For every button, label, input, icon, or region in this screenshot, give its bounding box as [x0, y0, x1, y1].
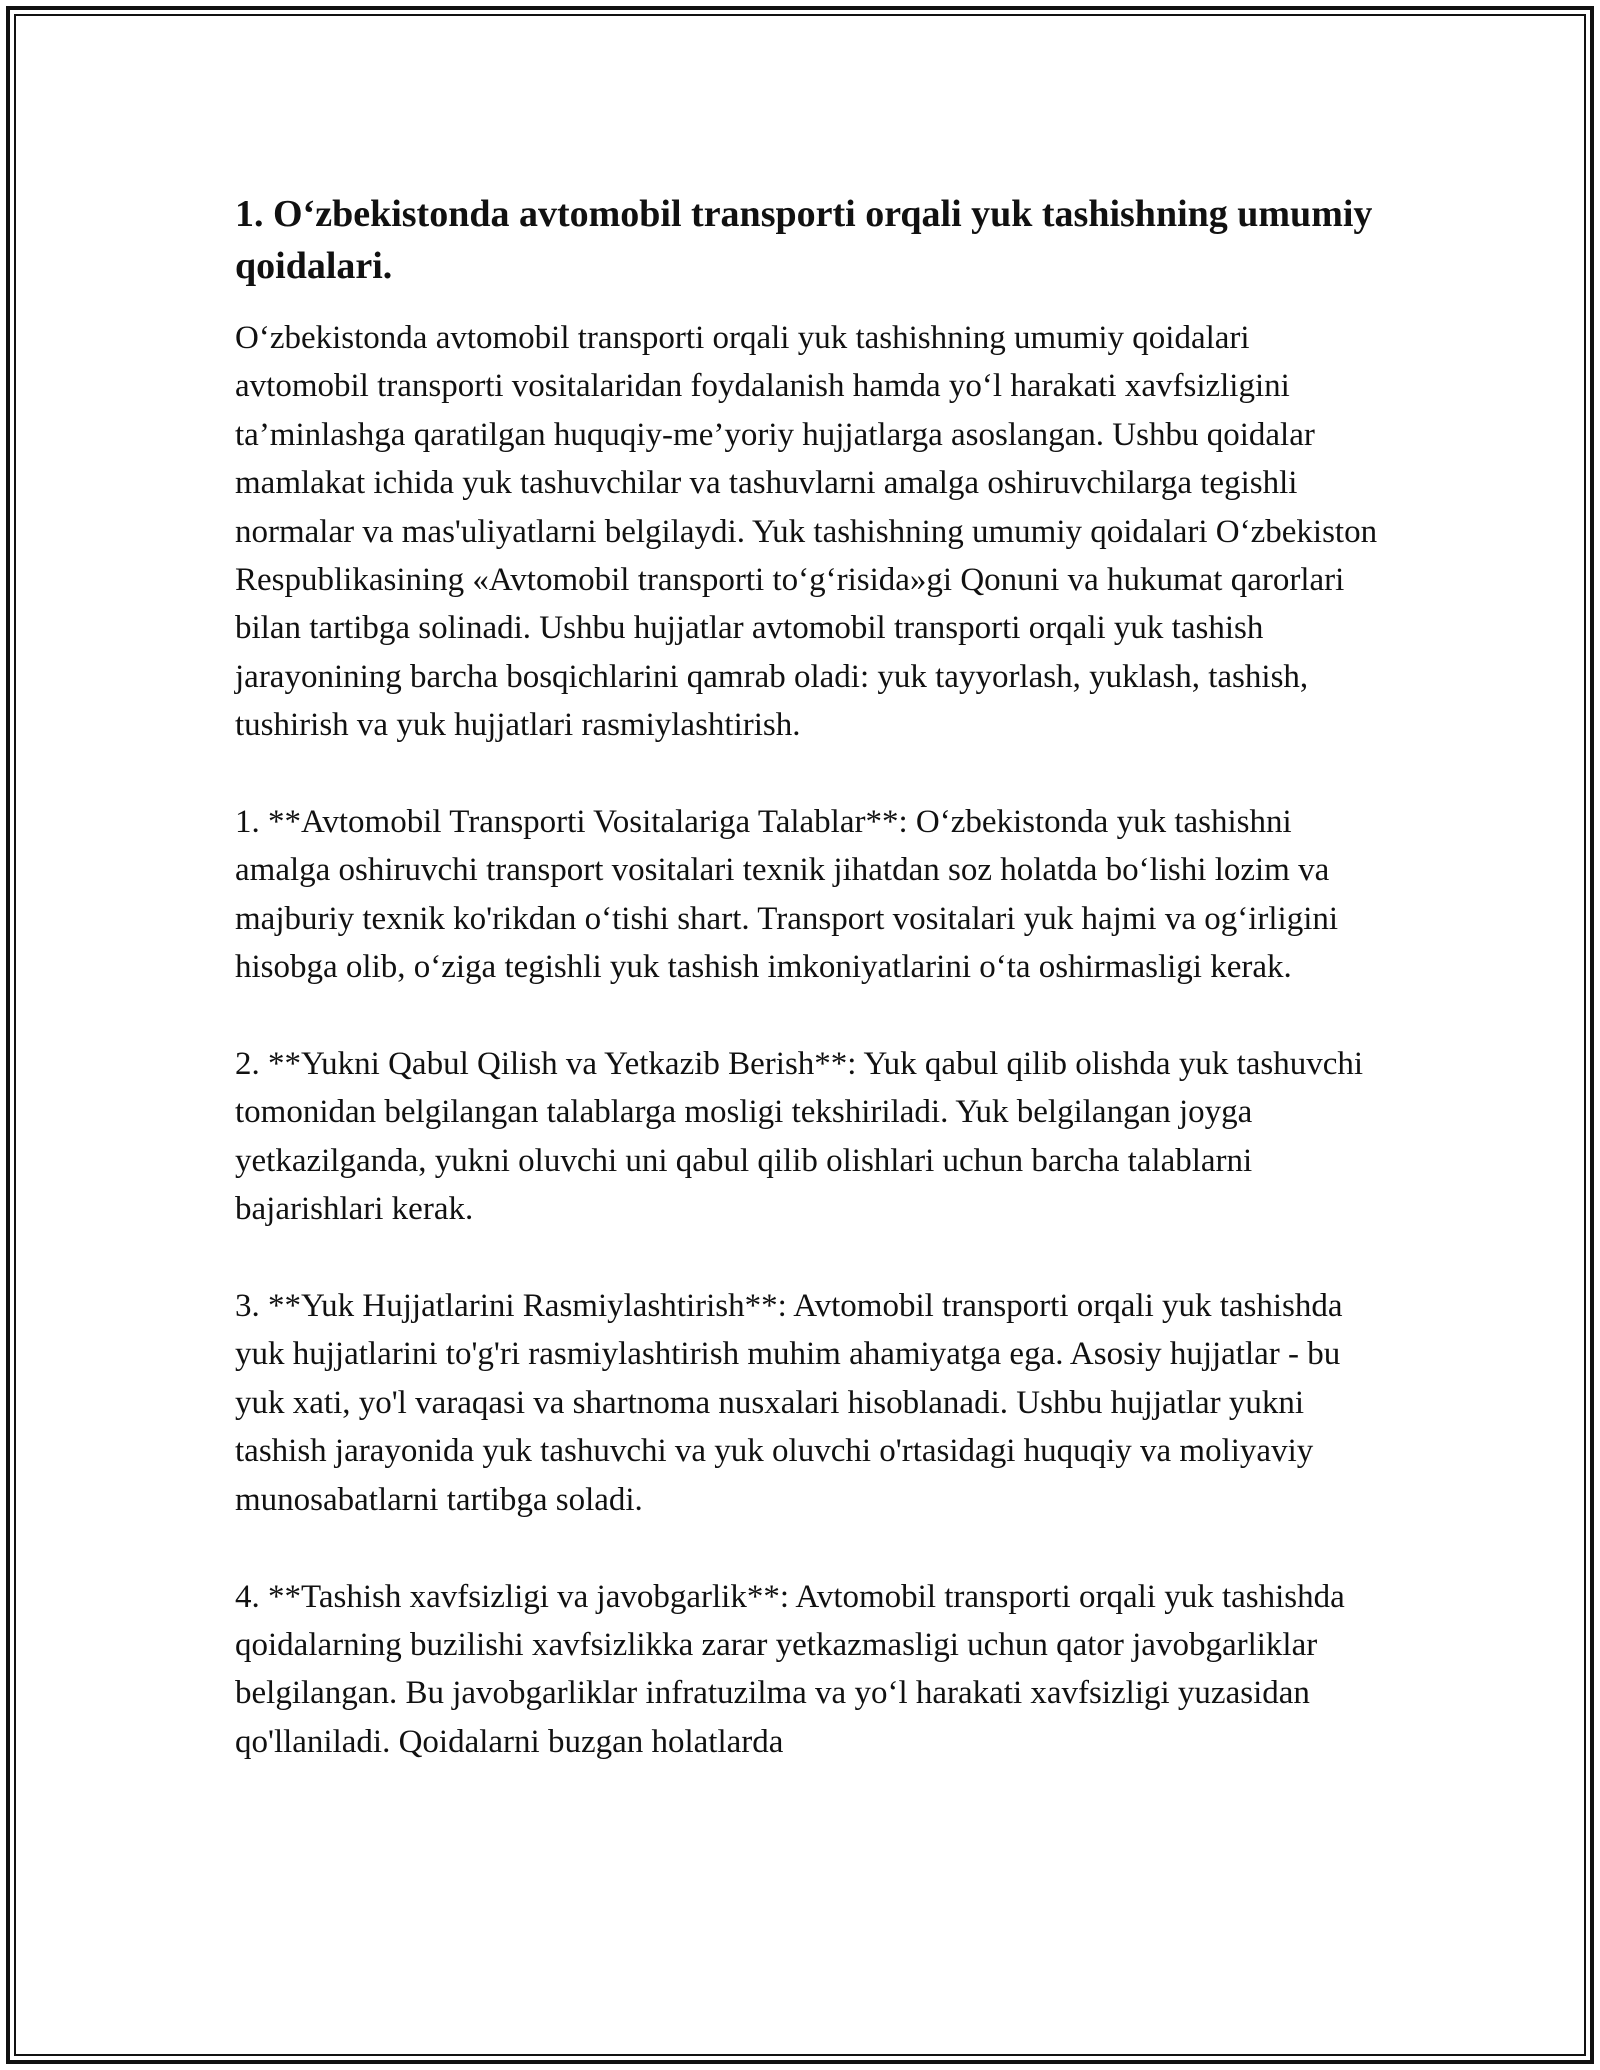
list-item-cargo-acceptance: 2. **Yukni Qabul Qilish va Yetkazib Berish**: Yuk qabul qilib olishda yuk tashuvchi tomonidan belgilangan talablarga mosligi tekshiriladi. Yuk belgilangan joyga yetkazilganda, yukni oluvchi uni qabul qilib olishlari uchun barcha talablarni bajarishlari kerak. — [235, 1046, 1364, 1228]
list-item-transport-safety: 4. **Tashish xavfsizligi va javobgarlik**: Avtomobil transporti orqali yuk tashishda qoidalarning buzilishi xavfsizlikka zarar yetkazmasligi uchun qator javobgarliklar belgilangan. Bu javobgarliklar infratuzilma va yo‘l harakati xavfsizligi yuzasidan qo'llaniladi. Qoidalarni buzgan holatlarda — [235, 1578, 1345, 1760]
list-item-cargo-documents: 3. **Yuk Hujjatlarini Rasmiylashtirish**: Avtomobil transporti orqali yuk tashishda yuk hujjatlarini to'g'ri rasmiylashtirish muhim ahamiyatga ega. Asosiy hujjatlar - bu yuk xati, yo'l varaqasi va shartnoma nusxalari hisoblanadi. Ushbu hujjatlar yukni tashish jarayonida yuk tashuvchi va yuk oluvchi o'rtasidagi huquqiy va moliyaviy munosabatlarni tartibga soladi. — [235, 1288, 1343, 1518]
document-body — [235, 188, 1385, 1815]
section-heading: 1. O‘zbekistonda avtomobil transporti orqali yuk tashishning umumiy qoidalari. — [235, 193, 1373, 287]
intro-paragraph: O‘zbekistonda avtomobil transporti orqali yuk tashishning umumiy qoidalari avtomobil transporti vositalaridan foydalanish hamda yo‘l harakati xavfsizligini ta’minlashga qaratilgan huquqiy-me’yoriy hujjatlarga asoslangan. Ushbu qoidalar mamlakat ichida yuk tashuvchilar va tashuvlarni amalga oshiruvchilarga tegishli normalar va mas'uliyatlarni belgilaydi. Yuk tashishning umumiy qoidalari O‘zbekiston Respublikasining «Avtomobil transporti to‘g‘risida»gi Qonuni va hukumat qarorlari bilan tartibga solinadi. Ushbu hujjatlar avtomobil transporti orqali yuk tashish jarayonining barcha bosqichlarini qamrab oladi: yuk tayyorlash, yuklash, tashish, tushirish va yuk hujjatlari rasmiylashtirish. — [235, 320, 1378, 744]
list-item-vehicle-requirements: 1. **Avtomobil Transporti Vositalariga Talablar**: O‘zbekistonda yuk tashishni amalga oshiruvchi transport vositalari texnik jihatdan soz holatda bo‘lishi lozim va majburiy texnik ko'rikdan o‘tishi shart. Transport vositalari yuk hajmi va og‘irligini hisobga olib, o‘ziga tegishli yuk tashish imkoniyatlarini o‘ta oshirmasligi kerak. — [235, 804, 1339, 986]
